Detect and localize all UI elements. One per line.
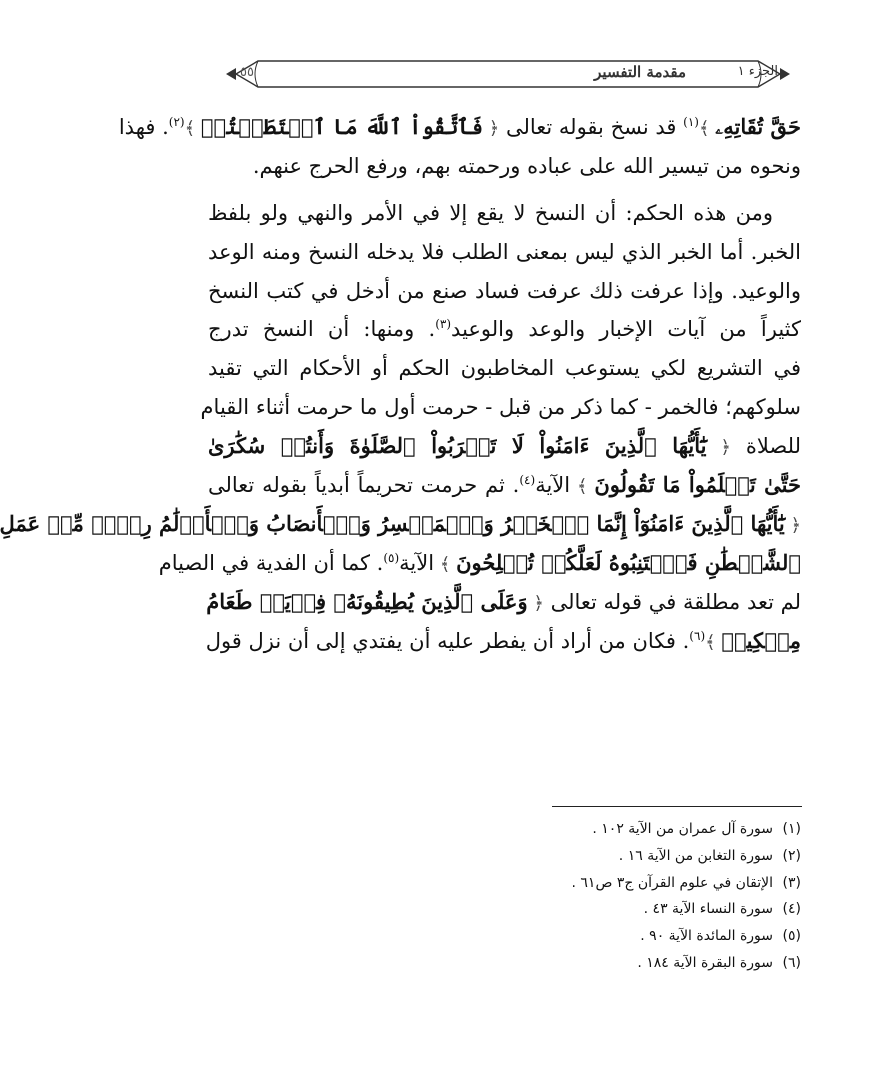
text-run: في التشريع لكي يستوعب المخاطبون الحكم أو الأحكام التي تقيد — [208, 356, 801, 381]
text-run: . كما أن الفدية في الصيام — [158, 550, 384, 575]
quran-bracket-ornament: ﴾ — [570, 476, 595, 498]
footnote-ref: (١) — [683, 115, 699, 129]
text-run: قد نسخ بقوله تعالى — [499, 115, 684, 139]
footnote-text: سورة البقرة الآية ١٨٤ . — [637, 954, 773, 971]
text-run: . ثم حرمت تحريماً أبدياً بقوله تعالى — [208, 473, 520, 498]
text-line — [158, 544, 801, 583]
footnotes — [451, 816, 801, 977]
footnote-number: (٦) — [782, 954, 801, 971]
footnote — [451, 923, 801, 950]
text-line — [208, 349, 801, 388]
text-line — [208, 272, 801, 311]
text-line — [208, 194, 801, 233]
footnote-number: (١) — [782, 821, 801, 837]
quran-verse: حَقَّ تُقَاتِهِۦ — [715, 114, 801, 139]
text-line — [205, 622, 801, 661]
header-volume: الجزء ١ — [737, 64, 778, 79]
text-run: الآية — [399, 550, 435, 575]
quran-bracket-ornament: ﴾ — [184, 118, 201, 139]
text-line — [208, 466, 801, 505]
quran-bracket-ornament: ﴾ — [434, 553, 457, 575]
running-header — [218, 56, 798, 92]
text-line — [208, 233, 801, 272]
text-run: ونحوه من تيسير الله على عباده ورحمته بهم، ورفع الحرج عنهم. — [252, 153, 801, 178]
footnote — [451, 950, 801, 977]
footnote-number: (٢) — [782, 847, 801, 864]
footnote-ref: (٢) — [168, 115, 185, 129]
footnote — [451, 843, 801, 870]
quran-bracket-ornament: ﴿ — [527, 592, 544, 614]
quran-verse: حَتَّىٰ تَعۡلَمُواْ مَا تَقُولُونَ — [594, 472, 801, 498]
text-line — [118, 108, 801, 147]
quran-bracket-ornament: ﴾ — [698, 118, 716, 139]
footnote-text: سورة التغابن من الآية ١٦ . — [618, 847, 773, 864]
footnote-number: (٥) — [782, 928, 801, 945]
text-line — [208, 147, 801, 186]
text-run: ومن هذه الحكم: أن النسخ لا يقع إلا في الأمر والنهي ولو بلفظ — [208, 200, 773, 225]
text-line — [208, 583, 801, 622]
quran-verse: يَٰٓأَيُّهَا ٱلَّذِينَ ءَامَنُواْ لَا تَقۡرَبُواْ ٱلصَّلَوٰةَ وَأَنتُمۡ سُكَٰرَىٰ — [208, 433, 707, 459]
text-run: . ومنها: أن النسخ تدرج — [208, 317, 436, 342]
footnote-separator — [552, 806, 802, 807]
quran-verse: وَعَلَى ٱلَّذِينَ يُطِيقُونَهُۥ فِدۡيَةٞ طَعَامُ — [206, 588, 528, 614]
footnote-text: الإتقان في علوم القرآن ج٣ ص٦١ . — [571, 874, 773, 891]
footnote-text: سورة المائدة الآية ٩٠ . — [640, 928, 773, 945]
paragraph-gap — [208, 186, 801, 194]
quran-bracket-ornament: ﴿ — [784, 514, 801, 536]
footnote-ref: (٥) — [383, 550, 400, 565]
text-line — [0, 505, 801, 544]
quran-bracket-ornament: ﴿ — [706, 437, 731, 459]
quran-verse: فَٱتَّقُواْ ٱللَّهَ مَا ٱسۡتَطَعۡتُمۡ — [200, 114, 484, 139]
footnote — [451, 896, 801, 923]
text-run: والوعيد. وإذا عرفت ذلك عرفت فساد صنع من أدخل في كتب النسخ — [208, 278, 801, 303]
footnote-text: سورة النساء الآية ٤٣ . — [643, 901, 773, 918]
footnote-ref: (٤) — [519, 473, 536, 488]
header-frame-ornament — [218, 56, 798, 92]
text-run: سلوكهم؛ فالخمر - كما ذكر من قبل - حرمت أول ما حرمت أثناء القيام — [200, 395, 801, 420]
quran-verse: ٱلشَّيۡطَٰنِ فَٱجۡتَنِبُوهُ لَعَلَّكُمۡ تُفۡلِحُونَ — [456, 549, 801, 575]
footnote-ref: (٣) — [435, 317, 452, 332]
text-run: . فكان من أراد أن يفطر عليه أن يفتدي إلى أن نزل قول — [205, 628, 690, 653]
footnote-ref: (٦) — [689, 628, 706, 643]
text-line — [208, 310, 801, 349]
text-line — [200, 388, 801, 427]
text-run: . فهذا — [118, 115, 169, 139]
quran-verse: مِسۡكِينٖ — [721, 627, 801, 653]
text-run: الخبر. أما الخبر الذي ليس بمعنى الطلب فلا يدخله النسخ ومنه الوعد — [208, 239, 801, 264]
quran-verse: يَٰٓأَيُّهَا ٱلَّذِينَ ءَامَنُوٓاْ إِنَّمَا ٱلۡخَمۡرُ وَٱلۡمَيۡسِرُ وَٱلۡأَنصَابُ وَٱلۡأَزۡلَٰمُ رِجۡسٞ مِّنۡ عَمَلِ — [0, 510, 785, 536]
text-run: الآية — [535, 473, 571, 498]
main-text — [0, 108, 802, 660]
text-run: لم تعد مطلقة في قوله تعالى — [543, 589, 801, 614]
text-run: للصلاة — [730, 434, 801, 459]
text-run: كثيراً من آيات الإخبار والوعد والوعيد — [451, 317, 802, 342]
text-line — [208, 427, 801, 466]
quran-bracket-ornament: ﴾ — [705, 631, 722, 653]
footnote — [451, 870, 801, 897]
page-number: ٥٥ — [240, 65, 254, 80]
quran-bracket-ornament: ﴿ — [483, 118, 500, 139]
footnote — [451, 816, 801, 843]
footnote-number: (٤) — [782, 901, 801, 918]
footnote-number: (٣) — [782, 874, 801, 891]
footnote-text: سورة آل عمران من الآية ١٠٢ . — [592, 821, 773, 837]
header-title: مقدمة التفسير — [594, 63, 686, 81]
